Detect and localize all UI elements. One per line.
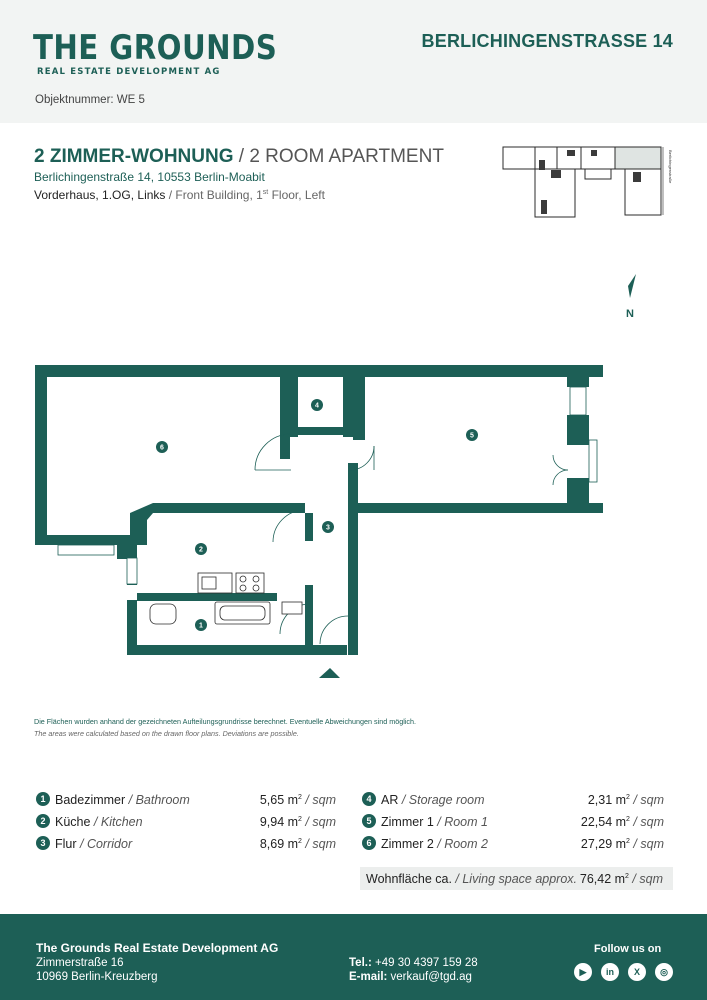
object-number: Objektnummer: WE 5: [35, 94, 145, 106]
room-name-de: Küche: [55, 815, 91, 829]
living-space-total: [360, 867, 673, 890]
position-de: Vorderhaus, 1.OG, Links: [34, 188, 166, 202]
header: [0, 0, 707, 123]
unit-sup: 2: [626, 837, 630, 845]
room-name-sep: /: [398, 793, 409, 807]
living-sep: /: [451, 872, 463, 886]
room-area-value: 22,54 m: [580, 815, 627, 829]
room-area: [260, 793, 336, 807]
xing-icon[interactable]: X: [628, 963, 646, 981]
room-area: [260, 815, 336, 829]
living-space-de: Wohnfläche ca.: [366, 872, 452, 886]
unit-sup: 2: [298, 793, 302, 801]
footer-street: Zimmerstraße 16: [36, 957, 124, 969]
room-area: [581, 837, 664, 851]
room-area: [260, 837, 336, 851]
unit-sep: /: [301, 837, 313, 851]
room-area-unit: sqm: [312, 837, 336, 851]
living-space-unit: sqm: [639, 872, 663, 886]
room-name-en: Room 1: [444, 815, 488, 829]
room-area-unit: sqm: [312, 815, 336, 829]
instagram-icon[interactable]: ◎: [655, 963, 673, 981]
room-row: [362, 790, 664, 812]
apartment-title-de: 2 ZIMMER-WOHNUNG: [34, 146, 234, 167]
logo-subtitle: REAL ESTATE DEVELOPMENT AG: [37, 67, 221, 77]
unit-sup: 2: [298, 837, 302, 845]
room-row: [362, 834, 664, 856]
unit-sep: /: [628, 872, 640, 886]
area-note-de: Die Flächen wurden anhand der gezeichneten Aufteilungsgrundrisse berechnet. Eventuelle Abweichungen sind möglich.: [34, 717, 416, 726]
logo-title: THE GROUNDS: [33, 28, 278, 68]
room-name-sep: /: [433, 837, 445, 851]
room-area-unit: sqm: [640, 837, 664, 851]
room-name: [381, 837, 488, 851]
site-plan-thumbnail: [495, 140, 675, 220]
room-area-unit: sqm: [640, 815, 664, 829]
unit-sep: /: [301, 815, 313, 829]
marker-2: 2: [199, 546, 203, 554]
room-name-en: Room 2: [444, 837, 488, 851]
unit-sep: /: [301, 793, 313, 807]
room-name: [55, 793, 190, 807]
marker-4: 4: [315, 402, 319, 410]
apartment-position: [34, 188, 325, 202]
unit-sep: /: [629, 793, 641, 807]
room-number: 6: [362, 836, 376, 850]
room-name: [381, 793, 485, 807]
follow-us-label: Follow us on: [594, 943, 662, 955]
room-name-en: Bathroom: [135, 793, 190, 807]
room-area-value: 2,31 m: [587, 793, 627, 807]
footer-city: 10969 Berlin-Kreuzberg: [36, 971, 158, 983]
linkedin-icon[interactable]: in: [601, 963, 619, 981]
unit-sep: /: [629, 837, 641, 851]
footer: [0, 914, 707, 1000]
room-name-sep: /: [125, 793, 136, 807]
living-space-label: [366, 872, 577, 886]
apartment-title-en: 2 ROOM APARTMENT: [249, 146, 444, 167]
room-area-value: 27,29 m: [580, 837, 627, 851]
marker-6: 6: [160, 444, 164, 452]
room-name-sep: /: [90, 815, 101, 829]
unit-sup: 2: [298, 815, 302, 823]
position-sup: st: [262, 189, 269, 196]
room-area-value: 5,65 m: [259, 793, 299, 807]
room-area-value: 8,69 m: [259, 837, 299, 851]
youtube-icon[interactable]: ▶: [574, 963, 592, 981]
room-area: [588, 793, 664, 807]
site-plan-street-label: Berlichingenstraße: [668, 150, 673, 184]
room-name-en: Storage room: [408, 793, 485, 807]
living-space-area: [580, 872, 663, 886]
phone-label: Tel.:: [349, 957, 372, 969]
room-name-de: Zimmer 1: [381, 815, 434, 829]
north-label: N: [626, 308, 634, 320]
room-name-en: Kitchen: [100, 815, 143, 829]
living-space-en: Living space approx.: [462, 872, 578, 886]
floor-plan: [30, 360, 630, 690]
room-name-de: Zimmer 2: [381, 837, 434, 851]
room-row: [36, 790, 336, 812]
footer-company: The Grounds Real Estate Development AG: [36, 941, 279, 955]
room-number: 3: [36, 836, 50, 850]
room-number: 5: [362, 814, 376, 828]
room-area: [581, 815, 664, 829]
room-name: [55, 815, 143, 829]
apartment-address: Berlichingenstraße 14, 10553 Berlin-Moabit: [34, 170, 265, 184]
room-number: 1: [36, 792, 50, 806]
room-row: [36, 812, 336, 834]
marker-3: 3: [326, 524, 330, 532]
unit-sup: 2: [626, 793, 630, 801]
room-name: [55, 837, 132, 851]
room-table-right: [362, 790, 664, 856]
room-table-left: [36, 790, 336, 856]
room-row: [362, 812, 664, 834]
room-area-unit: sqm: [640, 793, 664, 807]
room-area-unit: sqm: [312, 793, 336, 807]
unit-sup: 2: [626, 815, 630, 823]
entrance-arrow-icon: [319, 668, 340, 678]
footer-email: [349, 971, 472, 983]
room-name-sep: /: [433, 815, 445, 829]
room-name: [381, 815, 488, 829]
area-note-en: The areas were calculated based on the drawn floor plans. Deviations are possible.: [34, 729, 299, 738]
marker-5: 5: [470, 432, 474, 440]
footer-phone: [349, 957, 478, 969]
north-arrow-icon: [620, 272, 640, 302]
unit-sup: 2: [625, 872, 629, 880]
position-en-post: Floor, Left: [268, 188, 325, 202]
room-number: 4: [362, 792, 376, 806]
room-name-de: Flur: [55, 837, 77, 851]
email-label: E-mail:: [349, 971, 388, 983]
room-name-en: Corridor: [86, 837, 133, 851]
room-name-de: Badezimmer: [55, 793, 126, 807]
living-space-value: 76,42 m: [579, 872, 626, 886]
room-number: 2: [36, 814, 50, 828]
phone-number[interactable]: +49 30 4397 159 28: [371, 957, 478, 969]
apartment-title: [34, 146, 444, 168]
room-row: [36, 834, 336, 856]
room-area-value: 9,94 m: [259, 815, 299, 829]
title-separator: /: [233, 146, 250, 167]
street-title: BERLICHINGENSTRASSE 14: [421, 31, 673, 51]
room-name-de: AR: [381, 793, 399, 807]
unit-sep: /: [629, 815, 641, 829]
email-address[interactable]: verkauf@tgd.ag: [387, 971, 472, 983]
marker-1: 1: [199, 622, 203, 630]
room-name-sep: /: [76, 837, 87, 851]
position-en: / Front Building, 1: [165, 188, 263, 202]
